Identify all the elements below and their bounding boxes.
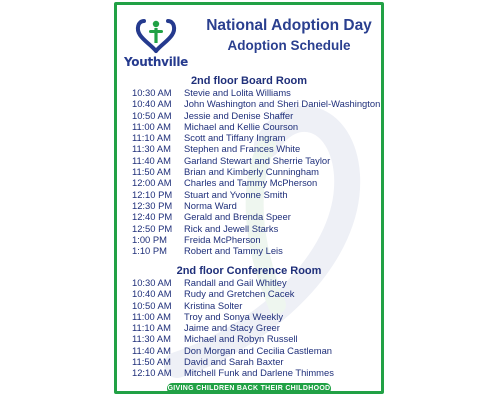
schedule-time: 11:00 AM (132, 120, 171, 132)
adoption-schedule-poster (114, 2, 384, 394)
schedule-row (132, 155, 380, 166)
schedule-time: 1:00 PM (132, 233, 167, 245)
schedule-row (132, 223, 380, 234)
page-title: National Adoption Day (206, 17, 372, 34)
schedule-names: Jaime and Stacy Greer (184, 322, 280, 334)
schedule-names: Kristina Solter (184, 299, 243, 311)
footer-tagline: GIVING CHILDREN BACK THEIR CHILDHOOD (167, 385, 331, 392)
schedule-names: Rick and Jewell Starks (184, 222, 279, 234)
logo-wordmark: Youthville (124, 55, 188, 69)
schedule-names: Jessie and Denise Shaffer (184, 109, 294, 121)
schedule-row (132, 143, 380, 154)
schedule-names: Freida McPherson (184, 233, 261, 245)
schedule-names: Stevie and Lolita Williams (184, 87, 291, 98)
schedule-time: 10:50 AM (132, 109, 172, 121)
schedule-names: Don Morgan and Cecilia Castleman (184, 344, 332, 356)
schedule-row (132, 200, 380, 211)
schedule-names: David and Sarah Baxter (184, 356, 284, 368)
schedule-row (132, 132, 380, 143)
schedule-time: 11:40 AM (132, 344, 171, 356)
schedule-time: 10:40 AM (132, 98, 172, 110)
schedule-row (132, 98, 380, 109)
schedule-time: 11:00 AM (132, 310, 171, 322)
schedule-row (132, 245, 380, 256)
schedule-time: 10:50 AM (132, 299, 172, 311)
schedule-time: 11:40 AM (132, 154, 171, 166)
schedule-names: Randall and Gail Whitley (184, 277, 287, 288)
schedule-row (132, 277, 380, 288)
schedule-row (132, 311, 380, 322)
schedule-names: Brian and Kimberly Cunningham (184, 166, 319, 178)
schedule-time: 11:10 AM (132, 132, 171, 144)
schedule-time: 12:50 PM (132, 222, 173, 234)
schedule-row (132, 121, 380, 132)
schedule-row (132, 110, 380, 121)
schedule-row (132, 345, 380, 356)
schedule-row (132, 322, 380, 333)
page-subtitle: Adoption Schedule (227, 38, 351, 53)
schedule-time: 11:50 AM (132, 356, 171, 368)
schedule-names: John Washington and Sheri Daniel-Washington (184, 98, 380, 110)
schedule-names: Mitchell Funk and Darlene Thimmes (184, 367, 334, 379)
schedule-time: 12:00 AM (132, 177, 172, 189)
schedule-row (132, 288, 380, 299)
schedule-names: Charles and Tammy McPherson (184, 177, 318, 189)
schedule-names: Gerald and Brenda Speer (184, 211, 291, 223)
schedule-row (132, 177, 380, 188)
schedule-time: 11:30 AM (132, 333, 171, 345)
schedule-names: Stuart and Yvonne Smith (184, 188, 288, 200)
schedule-names: Garland Stewart and Sherrie Taylor (184, 154, 331, 166)
schedule-row (132, 87, 380, 98)
schedule-time: 12:40 PM (132, 211, 173, 223)
schedule-time: 12:10 PM (132, 188, 173, 200)
schedule-row (132, 234, 380, 245)
schedule-names: Scott and Tiffany Ingram (184, 132, 286, 144)
schedule-row (132, 189, 380, 200)
schedule-row (132, 211, 380, 222)
schedule-row (132, 367, 380, 378)
schedule-time: 10:40 AM (132, 288, 172, 300)
schedule-time: 12:10 AM (132, 367, 172, 379)
schedule-names: Michael and Robyn Russell (184, 333, 298, 345)
youthville-logo (124, 15, 188, 69)
schedule-time: 1:10 PM (132, 245, 167, 257)
conference-room-schedule-list (132, 277, 380, 379)
schedule-time: 11:30 AM (132, 143, 171, 155)
schedule-names: Rudy and Gretchen Cacek (184, 288, 295, 300)
schedule-time: 10:30 AM (132, 87, 172, 98)
schedule-time: 11:10 AM (132, 322, 171, 334)
schedule-names: Michael and Kellie Courson (184, 120, 299, 132)
section-title-board-room: 2nd floor Board Room (190, 75, 308, 87)
schedule-time: 12:30 PM (132, 199, 173, 211)
schedule-time: 10:30 AM (132, 277, 172, 288)
heart-person-icon (124, 15, 188, 55)
schedule-names: Troy and Sonya Weekly (184, 310, 284, 322)
schedule-row (132, 166, 380, 177)
schedule-row (132, 356, 380, 367)
section-title-conference-room: 2nd floor Conference Room (176, 265, 322, 277)
schedule-names: Stephen and Frances White (184, 143, 301, 155)
schedule-time: 11:50 AM (132, 166, 171, 178)
schedule-row (132, 333, 380, 344)
schedule-row (132, 300, 380, 311)
board-room-schedule-list (132, 87, 380, 256)
schedule-names: Robert and Tammy Leis (184, 245, 283, 257)
schedule-names: Norma Ward (184, 199, 237, 211)
